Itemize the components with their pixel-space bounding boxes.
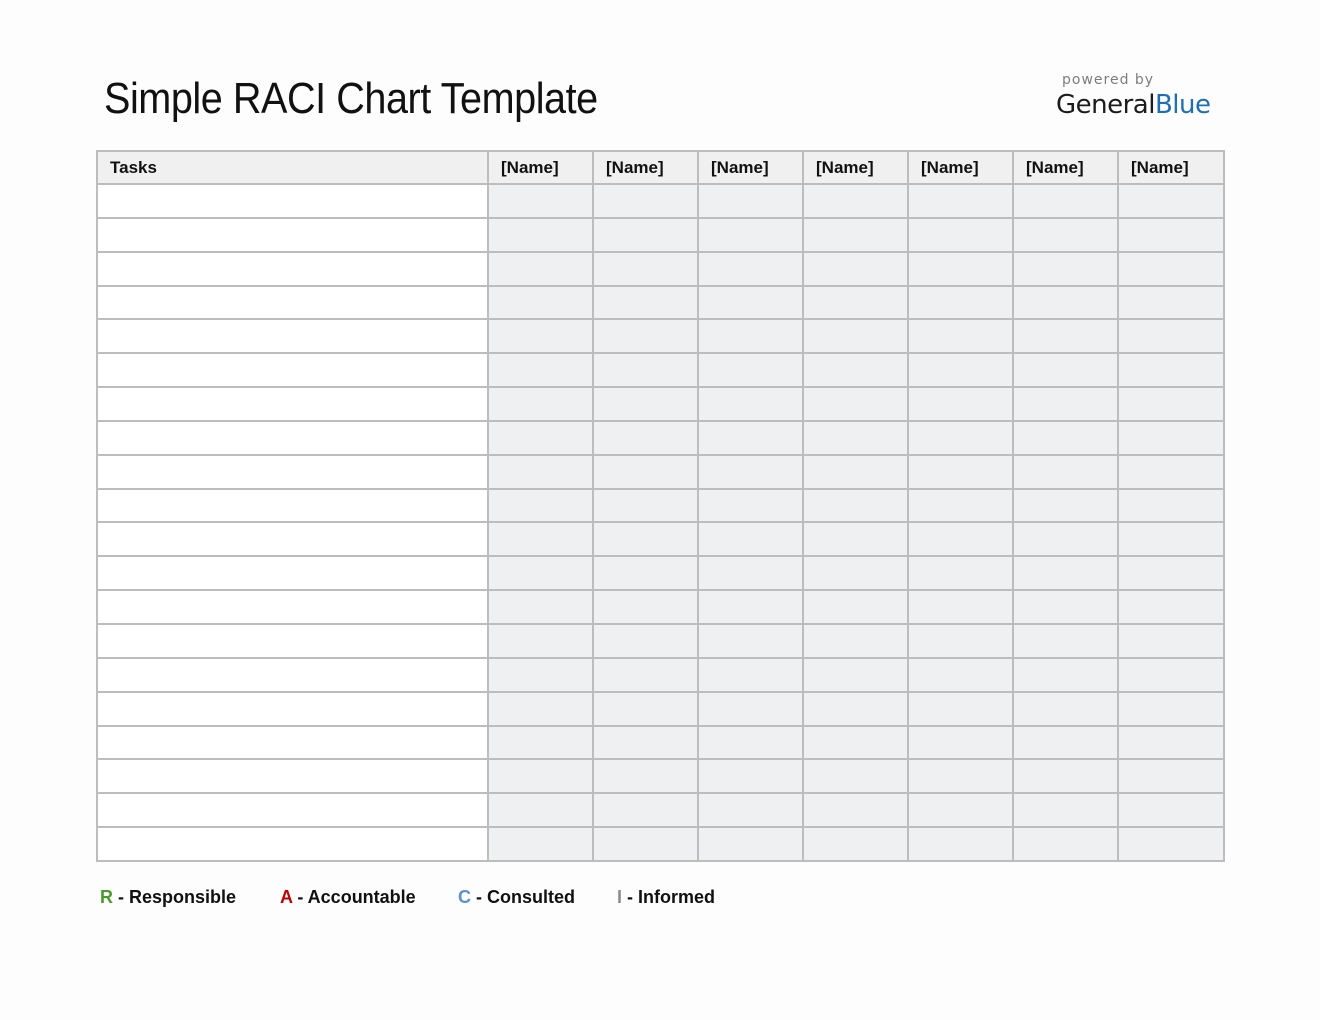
table-row	[97, 658, 1224, 692]
task-cell[interactable]	[97, 556, 488, 590]
table-row	[97, 489, 1224, 523]
raci-cell[interactable]	[803, 387, 908, 421]
raci-cell[interactable]	[698, 353, 803, 387]
logo-blue-text: Blue	[1154, 90, 1211, 120]
table-row	[97, 184, 1224, 218]
raci-cell[interactable]	[1118, 387, 1224, 421]
table-row	[97, 827, 1224, 861]
raci-cell[interactable]	[908, 489, 1013, 523]
raci-cell[interactable]	[698, 489, 803, 523]
logo-general-text: General	[1056, 90, 1155, 120]
raci-cell[interactable]	[1013, 489, 1118, 523]
raci-cell[interactable]	[803, 522, 908, 556]
raci-cell[interactable]	[908, 624, 1013, 658]
raci-cell[interactable]	[488, 658, 593, 692]
raci-cell[interactable]	[803, 252, 908, 286]
raci-cell[interactable]	[593, 218, 698, 252]
raci-cell[interactable]	[593, 827, 698, 861]
raci-cell[interactable]	[1118, 455, 1224, 489]
raci-cell[interactable]	[593, 624, 698, 658]
raci-cell[interactable]	[1118, 827, 1224, 861]
raci-cell[interactable]	[803, 726, 908, 760]
raci-cell[interactable]	[698, 658, 803, 692]
table-row	[97, 556, 1224, 590]
raci-cell[interactable]	[488, 286, 593, 320]
name-header[interactable]: [Name]	[593, 151, 698, 184]
table-row	[97, 421, 1224, 455]
raci-cell[interactable]	[593, 252, 698, 286]
legend-item-informed	[617, 887, 715, 908]
raci-cell[interactable]	[593, 522, 698, 556]
raci-cell[interactable]	[1118, 556, 1224, 590]
task-cell[interactable]	[97, 827, 488, 861]
task-cell[interactable]	[97, 184, 488, 218]
raci-cell[interactable]	[1013, 252, 1118, 286]
raci-cell[interactable]	[1013, 827, 1118, 861]
raci-cell[interactable]	[698, 455, 803, 489]
legend-item-consulted	[458, 887, 575, 908]
task-cell[interactable]	[97, 455, 488, 489]
raci-cell[interactable]	[1013, 522, 1118, 556]
raci-cell[interactable]	[803, 759, 908, 793]
raci-cell[interactable]	[803, 184, 908, 218]
raci-cell[interactable]	[1013, 455, 1118, 489]
raci-cell[interactable]	[698, 286, 803, 320]
raci-cell[interactable]	[1013, 319, 1118, 353]
raci-cell[interactable]	[488, 252, 593, 286]
raci-cell[interactable]	[1118, 658, 1224, 692]
raci-cell[interactable]	[698, 522, 803, 556]
raci-cell[interactable]	[908, 759, 1013, 793]
table-row	[97, 286, 1224, 320]
raci-cell[interactable]	[803, 218, 908, 252]
raci-cell[interactable]	[698, 218, 803, 252]
task-cell[interactable]	[97, 489, 488, 523]
task-cell[interactable]	[97, 658, 488, 692]
name-header[interactable]: [Name]	[803, 151, 908, 184]
raci-cell[interactable]	[488, 624, 593, 658]
name-header[interactable]: [Name]	[488, 151, 593, 184]
raci-cell[interactable]	[593, 353, 698, 387]
raci-table-body	[97, 184, 1224, 861]
raci-cell[interactable]	[593, 489, 698, 523]
task-cell[interactable]	[97, 421, 488, 455]
task-cell[interactable]	[97, 252, 488, 286]
legend-letter: A	[280, 887, 293, 907]
raci-cell[interactable]	[698, 590, 803, 624]
raci-cell[interactable]	[803, 353, 908, 387]
raci-cell[interactable]	[698, 556, 803, 590]
raci-cell[interactable]	[803, 624, 908, 658]
raci-cell[interactable]	[908, 726, 1013, 760]
raci-cell[interactable]	[803, 793, 908, 827]
task-cell[interactable]	[97, 286, 488, 320]
raci-cell[interactable]	[593, 726, 698, 760]
raci-cell[interactable]	[908, 692, 1013, 726]
raci-cell[interactable]	[698, 827, 803, 861]
raci-cell[interactable]	[803, 692, 908, 726]
legend-item-responsible	[100, 887, 236, 908]
raci-cell[interactable]	[1118, 218, 1224, 252]
name-header[interactable]: [Name]	[1013, 151, 1118, 184]
raci-cell[interactable]	[488, 489, 593, 523]
raci-cell[interactable]	[1013, 353, 1118, 387]
raci-cell[interactable]	[1118, 286, 1224, 320]
raci-cell[interactable]	[698, 624, 803, 658]
raci-cell[interactable]	[908, 184, 1013, 218]
raci-cell[interactable]	[488, 387, 593, 421]
raci-cell[interactable]	[1013, 387, 1118, 421]
raci-cell[interactable]	[1118, 759, 1224, 793]
raci-cell[interactable]	[803, 455, 908, 489]
raci-cell[interactable]	[593, 421, 698, 455]
legend-letter: R	[100, 887, 113, 907]
table-row	[97, 252, 1224, 286]
raci-cell[interactable]	[698, 421, 803, 455]
raci-cell[interactable]	[488, 759, 593, 793]
raci-cell[interactable]	[908, 218, 1013, 252]
raci-cell[interactable]	[593, 387, 698, 421]
raci-cell[interactable]	[1013, 218, 1118, 252]
raci-cell[interactable]	[593, 455, 698, 489]
raci-cell[interactable]	[803, 590, 908, 624]
generalblue-logo	[1056, 90, 1226, 120]
raci-cell[interactable]	[908, 658, 1013, 692]
raci-cell[interactable]	[488, 184, 593, 218]
raci-cell[interactable]	[488, 793, 593, 827]
raci-cell[interactable]	[593, 286, 698, 320]
raci-cell[interactable]	[1013, 658, 1118, 692]
raci-cell[interactable]	[908, 455, 1013, 489]
raci-cell[interactable]	[803, 489, 908, 523]
raci-cell[interactable]	[488, 827, 593, 861]
table-row	[97, 793, 1224, 827]
raci-cell[interactable]	[1013, 692, 1118, 726]
raci-cell[interactable]	[803, 421, 908, 455]
raci-cell[interactable]	[908, 793, 1013, 827]
raci-cell[interactable]	[488, 421, 593, 455]
raci-cell[interactable]	[908, 319, 1013, 353]
raci-cell[interactable]	[488, 726, 593, 760]
raci-cell[interactable]	[1013, 624, 1118, 658]
raci-cell[interactable]	[593, 556, 698, 590]
table-row	[97, 692, 1224, 726]
raci-cell[interactable]	[1013, 590, 1118, 624]
raci-cell[interactable]	[488, 319, 593, 353]
raci-cell[interactable]	[593, 658, 698, 692]
table-row	[97, 726, 1224, 760]
task-cell[interactable]	[97, 793, 488, 827]
task-cell[interactable]	[97, 590, 488, 624]
raci-cell[interactable]	[1118, 522, 1224, 556]
task-cell[interactable]	[97, 522, 488, 556]
raci-cell[interactable]	[1118, 692, 1224, 726]
brand-logo	[1056, 72, 1226, 120]
raci-cell[interactable]	[698, 759, 803, 793]
raci-cell[interactable]	[803, 556, 908, 590]
raci-cell[interactable]	[1118, 590, 1224, 624]
raci-cell[interactable]	[698, 184, 803, 218]
task-cell[interactable]	[97, 759, 488, 793]
raci-cell[interactable]	[488, 218, 593, 252]
task-cell[interactable]	[97, 353, 488, 387]
raci-cell[interactable]	[908, 286, 1013, 320]
table-row	[97, 319, 1224, 353]
raci-cell[interactable]	[908, 387, 1013, 421]
raci-cell[interactable]	[908, 353, 1013, 387]
raci-cell[interactable]	[593, 184, 698, 218]
task-cell[interactable]	[97, 692, 488, 726]
powered-by-text: powered by	[1062, 72, 1155, 88]
raci-cell[interactable]	[488, 353, 593, 387]
raci-cell[interactable]	[698, 692, 803, 726]
raci-cell[interactable]	[1013, 726, 1118, 760]
raci-cell[interactable]	[803, 319, 908, 353]
raci-cell[interactable]	[1013, 793, 1118, 827]
raci-cell[interactable]	[1118, 421, 1224, 455]
name-header[interactable]: [Name]	[1118, 151, 1224, 184]
raci-cell[interactable]	[488, 590, 593, 624]
raci-cell[interactable]	[698, 319, 803, 353]
page-title: Simple RACI Chart Template	[104, 74, 598, 123]
raci-cell[interactable]	[908, 421, 1013, 455]
table-row	[97, 522, 1224, 556]
raci-cell[interactable]	[908, 522, 1013, 556]
legend-letter: C	[458, 887, 471, 907]
table-row	[97, 590, 1224, 624]
raci-cell[interactable]	[803, 286, 908, 320]
raci-cell[interactable]	[1118, 184, 1224, 218]
raci-cell[interactable]	[1118, 793, 1224, 827]
raci-cell[interactable]	[908, 556, 1013, 590]
raci-cell[interactable]	[698, 252, 803, 286]
task-cell[interactable]	[97, 218, 488, 252]
legend-item-accountable	[280, 887, 416, 908]
raci-cell[interactable]	[488, 455, 593, 489]
raci-cell[interactable]	[1013, 759, 1118, 793]
legend-label: - Consulted	[471, 887, 575, 907]
legend-label: - Informed	[622, 887, 716, 907]
raci-cell[interactable]	[593, 590, 698, 624]
header-row	[97, 151, 1224, 184]
raci-cell[interactable]	[803, 827, 908, 861]
raci-cell[interactable]	[488, 692, 593, 726]
table-row	[97, 387, 1224, 421]
task-cell[interactable]	[97, 624, 488, 658]
raci-cell[interactable]	[1118, 726, 1224, 760]
task-cell[interactable]	[97, 387, 488, 421]
task-cell[interactable]	[97, 319, 488, 353]
raci-cell[interactable]	[593, 319, 698, 353]
raci-table	[96, 150, 1225, 862]
raci-cell[interactable]	[698, 387, 803, 421]
table-row	[97, 455, 1224, 489]
raci-cell[interactable]	[1013, 184, 1118, 218]
name-header[interactable]: [Name]	[908, 151, 1013, 184]
raci-cell[interactable]	[593, 759, 698, 793]
raci-cell[interactable]	[698, 726, 803, 760]
name-header[interactable]: [Name]	[698, 151, 803, 184]
raci-cell[interactable]	[488, 522, 593, 556]
raci-cell[interactable]	[1118, 353, 1224, 387]
raci-cell[interactable]	[1118, 624, 1224, 658]
task-cell[interactable]	[97, 726, 488, 760]
table-row	[97, 218, 1224, 252]
raci-cell[interactable]	[908, 252, 1013, 286]
raci-cell[interactable]	[1118, 319, 1224, 353]
table-row	[97, 759, 1224, 793]
raci-cell[interactable]	[908, 590, 1013, 624]
raci-cell[interactable]	[1118, 489, 1224, 523]
legend-label: - Responsible	[113, 887, 237, 907]
table-row	[97, 353, 1224, 387]
legend-label: - Accountable	[292, 887, 416, 907]
raci-cell[interactable]	[1013, 286, 1118, 320]
raci-cell[interactable]	[488, 556, 593, 590]
raci-cell[interactable]	[593, 793, 698, 827]
tasks-header: Tasks	[97, 151, 488, 184]
raci-cell[interactable]	[593, 692, 698, 726]
legend-letter: I	[617, 887, 623, 907]
raci-cell[interactable]	[1118, 252, 1224, 286]
raci-cell[interactable]	[908, 827, 1013, 861]
raci-cell[interactable]	[1013, 421, 1118, 455]
raci-cell[interactable]	[698, 793, 803, 827]
raci-cell[interactable]	[1013, 556, 1118, 590]
table-row	[97, 624, 1224, 658]
raci-cell[interactable]	[803, 658, 908, 692]
